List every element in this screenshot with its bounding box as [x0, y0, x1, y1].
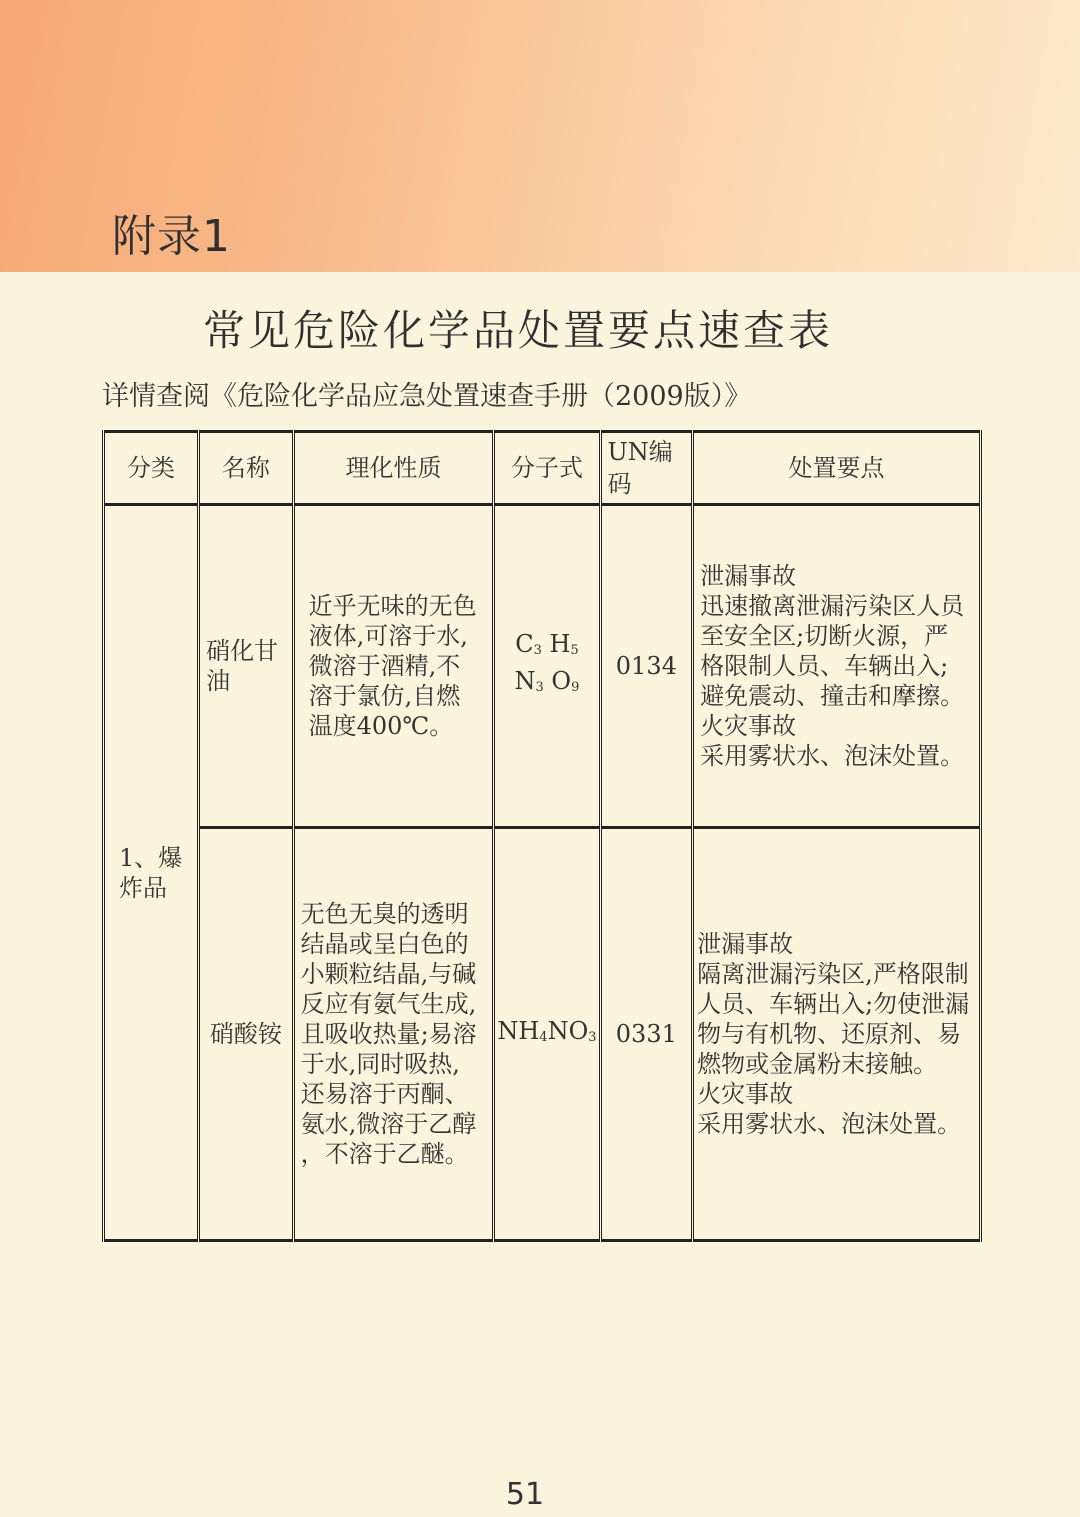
handling-line: 至安全区;切断火源，严 — [700, 622, 949, 650]
table-header-row — [104, 432, 981, 505]
header-category: 分类 — [104, 432, 199, 505]
formula-element: O — [551, 667, 572, 695]
handling-line: 隔离泄漏污染区,严格限制 — [697, 960, 969, 988]
properties-line: 温度400℃。 — [308, 712, 454, 740]
handling-line: 泄漏事故 — [700, 562, 797, 590]
properties-line: 结晶或呈白色的 — [300, 930, 469, 958]
formula-subscript: 9 — [571, 680, 580, 695]
formula-element: C — [515, 630, 534, 658]
properties-line: 无色无臭的透明 — [300, 900, 469, 928]
properties-line: ，不溶于乙醚。 — [300, 1140, 469, 1168]
name-line2: 油 — [206, 667, 231, 695]
handling-line: 燃物或金属粉末接触。 — [697, 1050, 938, 1078]
properties-line: 液体,可溶于水, — [308, 622, 468, 650]
handling-line: 采用雾状水、泡沫处置。 — [697, 1110, 962, 1138]
table-row — [104, 828, 981, 1241]
formula-subscript: 3 — [588, 1029, 597, 1045]
handling-line: 采用雾状水、泡沫处置。 — [700, 742, 965, 770]
properties-cell — [293, 828, 494, 1241]
un-number-cell: 0134 — [600, 505, 693, 828]
handling-line: 火灾事故 — [700, 712, 797, 740]
chemicals-table — [102, 430, 982, 1242]
header-name: 名称 — [199, 432, 293, 505]
formula-cell — [494, 828, 600, 1241]
handling-cell — [693, 828, 981, 1241]
header-handling: 处置要点 — [693, 432, 981, 505]
formula-element: NO — [547, 1016, 589, 1045]
un-number-cell: 0331 — [600, 828, 693, 1241]
properties-line: 微溶于酒精,不 — [308, 652, 461, 680]
appendix-label: 附录1 — [112, 211, 231, 262]
handling-line: 火灾事故 — [697, 1080, 794, 1108]
category-line1: 1、爆 — [119, 843, 183, 872]
handling-line: 物与有机物、还原剂、易 — [697, 1020, 962, 1048]
category-cell — [104, 505, 199, 1241]
formula-element: NH — [497, 1016, 540, 1045]
properties-line: 还易溶于丙酮、 — [300, 1080, 469, 1108]
header-un-line2: 码 — [607, 470, 632, 498]
category-line2: 炸品 — [119, 873, 167, 902]
properties-cell — [293, 505, 494, 828]
handling-line: 人员、车辆出入;勿使泄漏 — [697, 990, 970, 1018]
page-subtitle: 详情查阅《危险化学品应急处置速查手册（2009版）》 — [102, 381, 752, 412]
handling-cell — [693, 505, 981, 828]
handling-line: 泄漏事故 — [697, 930, 794, 958]
properties-line: 氨水,微溶于乙醇 — [300, 1110, 477, 1138]
header-formula: 分子式 — [494, 432, 600, 505]
header-un-number — [600, 432, 693, 505]
page-number: 51 — [505, 1477, 545, 1512]
table-row — [104, 505, 981, 828]
name-line1: 硝化甘 — [206, 637, 279, 665]
handling-line: 迅速撤离泄漏污染区人员 — [700, 592, 965, 620]
header-properties: 理化性质 — [293, 432, 494, 505]
formula-subscript: 5 — [570, 643, 579, 658]
name-cell — [199, 505, 293, 828]
formula-element: H — [549, 630, 571, 658]
handling-line: 格限制人员、车辆出入; — [700, 652, 949, 680]
properties-line: 溶于氯仿,自燃 — [308, 682, 461, 710]
properties-line: 小颗粒结晶,与碱 — [300, 960, 477, 988]
properties-line: 反应有氨气生成, — [300, 990, 477, 1018]
formula-subscript: 3 — [533, 643, 542, 658]
formula-cell — [494, 505, 600, 828]
name-cell: 硝酸铵 — [199, 828, 293, 1241]
handling-line: 避免震动、撞击和摩擦。 — [700, 682, 965, 710]
formula-subscript: 3 — [535, 680, 544, 695]
properties-line: 于水,同时吸热, — [300, 1050, 460, 1078]
properties-line: 近乎无味的无色 — [308, 592, 477, 620]
properties-line: 且吸收热量;易溶 — [300, 1020, 477, 1048]
formula-element: N — [514, 667, 536, 695]
header-un-line1: UN编 — [607, 438, 673, 466]
formula-subscript: 4 — [539, 1029, 548, 1045]
page-title: 常见危险化学品处置要点速查表 — [202, 306, 833, 355]
